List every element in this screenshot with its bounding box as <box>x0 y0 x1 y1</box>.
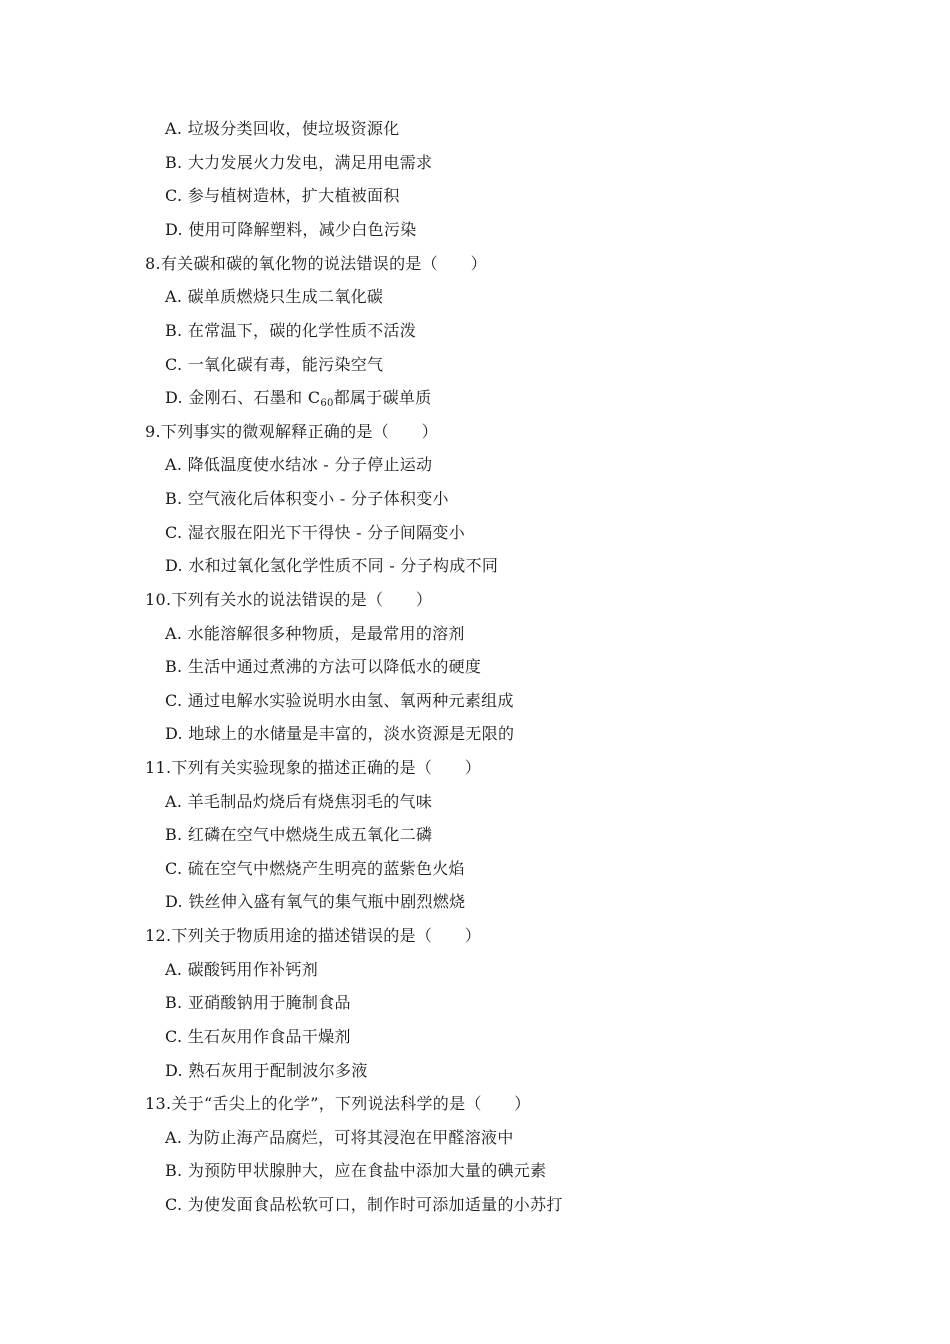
q8-option-a: A. 碳单质燃烧只生成二氧化碳 <box>165 287 384 306</box>
q10-option-c: C. 通过电解水实验说明水由氢、氧两种元素组成 <box>165 691 514 710</box>
q10-option-a: A. 水能溶解很多种物质，是最常用的溶剂 <box>165 624 465 643</box>
q8-option-c: C. 一氧化碳有毒，能污染空气 <box>165 355 384 374</box>
question-11: 11.下列有关实验现象的描述正确的是（ ） <box>145 758 482 777</box>
q13-option-c: C. 为使发面食品松软可口，制作时可添加适量的小苏打 <box>165 1195 563 1214</box>
c60-subscript: 60 <box>320 398 334 409</box>
question-10: 10.下列有关水的说法错误的是（ ） <box>145 590 433 609</box>
q11-option-b: B. 红磷在空气中燃烧生成五氧化二磷 <box>165 825 433 844</box>
q13-option-b: B. 为预防甲状腺肿大，应在食盐中添加大量的碘元素 <box>165 1161 547 1180</box>
q8-option-d-text: D. 金刚石、石墨和 C <box>165 388 321 407</box>
q7-option-d: D. 使用可降解塑料，减少白色污染 <box>165 220 417 239</box>
question-9: 9.下列事实的微观解释正确的是（ ） <box>145 422 438 441</box>
question-13: 13.关于“舌尖上的化学”，下列说法科学的是（ ） <box>145 1094 531 1113</box>
q11-option-a: A. 羊毛制品灼烧后有烧焦羽毛的气味 <box>165 792 433 811</box>
q12-option-b: B. 亚硝酸钠用于腌制食品 <box>165 993 351 1012</box>
question-8: 8.有关碳和碳的氧化物的说法错误的是（ ） <box>145 254 487 273</box>
q9-option-d: D. 水和过氧化氢化学性质不同 - 分子构成不同 <box>165 556 499 575</box>
q7-option-a: A. 垃圾分类回收，使垃圾资源化 <box>165 119 400 138</box>
q7-option-b: B. 大力发展火力发电，满足用电需求 <box>165 153 433 172</box>
q7-option-c: C. 参与植树造林，扩大植被面积 <box>165 186 400 205</box>
q12-option-d: D. 熟石灰用于配制波尔多液 <box>165 1061 368 1080</box>
q9-option-c: C. 湿衣服在阳光下干得快 - 分子间隔变小 <box>165 523 466 542</box>
q8-option-d-text-end: 都属于碳单质 <box>333 388 432 407</box>
q11-option-d: D. 铁丝伸入盛有氧气的集气瓶中剧烈燃烧 <box>165 892 466 911</box>
q12-option-c: C. 生石灰用作食品干燥剂 <box>165 1027 351 1046</box>
question-12: 12.下列关于物质用途的描述错误的是（ ） <box>145 926 482 945</box>
q8-option-b: B. 在常温下，碳的化学性质不活泼 <box>165 321 417 340</box>
q11-option-c: C. 硫在空气中燃烧产生明亮的蓝紫色火焰 <box>165 859 465 878</box>
q10-option-b: B. 生活中通过煮沸的方法可以降低水的硬度 <box>165 657 482 676</box>
q8-option-d <box>165 388 432 414</box>
q9-option-a: A. 降低温度使水结冰 - 分子停止运动 <box>165 455 433 474</box>
q10-option-d: D. 地球上的水储量是丰富的，淡水资源是无限的 <box>165 724 515 743</box>
q9-option-b: B. 空气液化后体积变小 - 分子体积变小 <box>165 489 449 508</box>
q12-option-a: A. 碳酸钙用作补钙剂 <box>165 960 319 979</box>
q13-option-a: A. 为防止海产品腐烂，可将其浸泡在甲醛溶液中 <box>165 1128 514 1147</box>
